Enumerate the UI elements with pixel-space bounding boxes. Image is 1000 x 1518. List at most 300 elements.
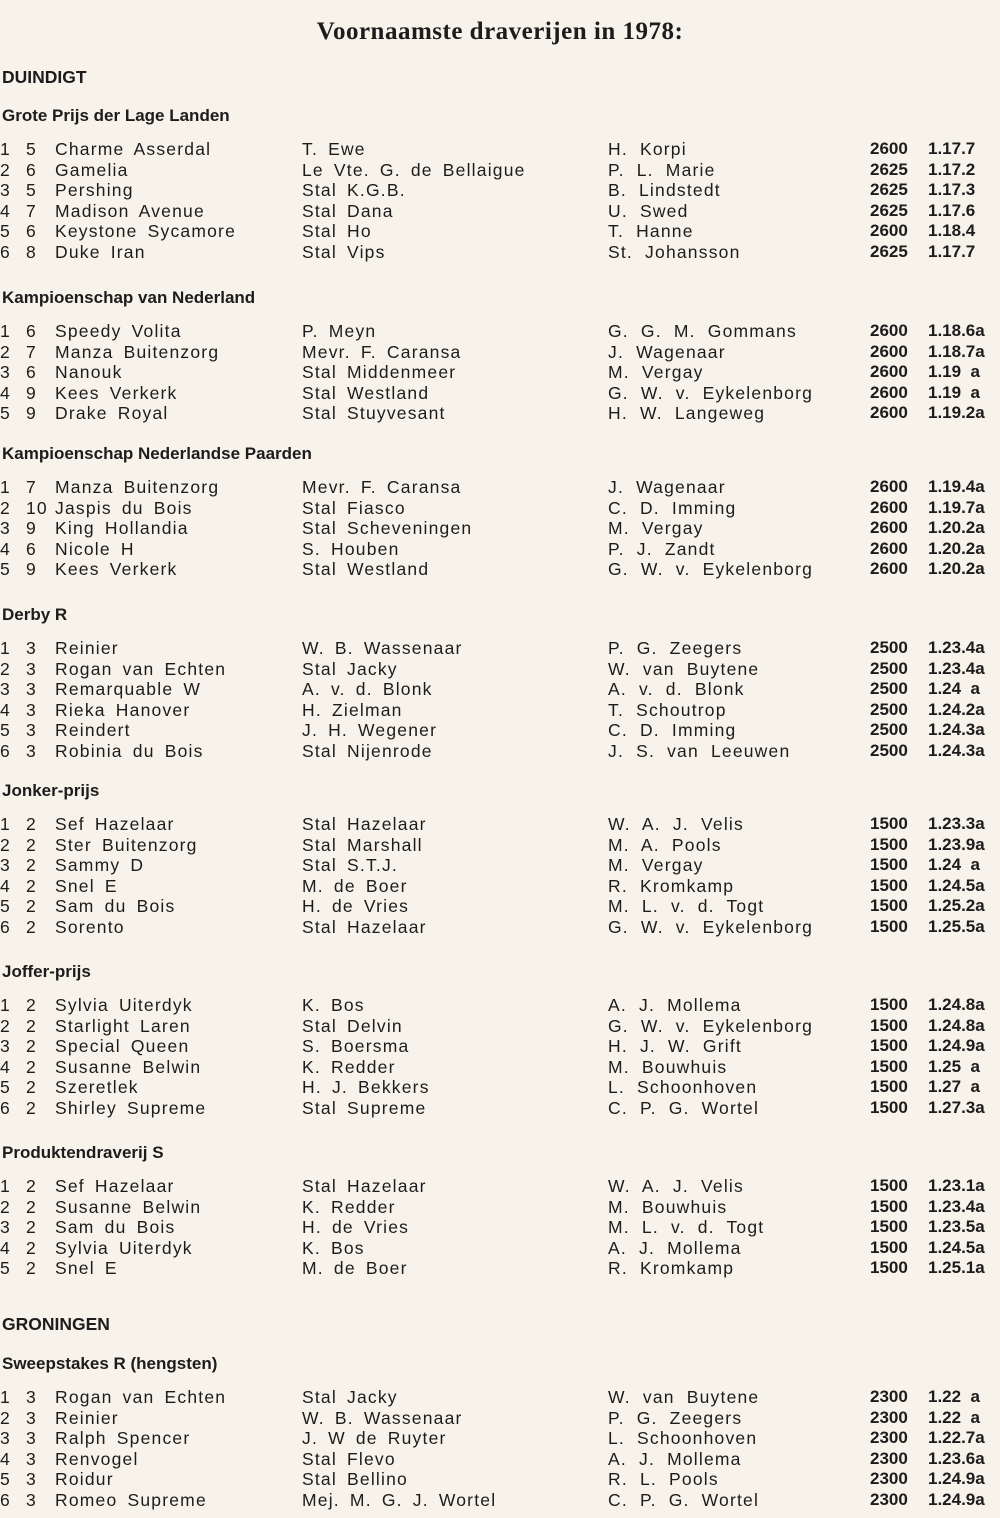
age: 2	[26, 917, 37, 937]
age: 9	[26, 382, 37, 403]
age: 6	[26, 362, 37, 383]
age: 2	[26, 1196, 37, 1217]
driver: C. D. Imming	[608, 497, 737, 518]
horse-name: Sylvia Uiterdyk	[55, 995, 193, 1015]
age: 2	[26, 1015, 37, 1036]
placing: 6	[0, 741, 11, 761]
distance: 2300	[870, 1428, 908, 1448]
result-row	[0, 518, 1000, 539]
distance: 1500	[870, 834, 908, 854]
placing: 1	[0, 995, 11, 1015]
horse-name: Sammy D	[55, 855, 145, 876]
km-time: 1.23.4a	[928, 1196, 985, 1216]
km-time: 1.17.3	[928, 180, 976, 200]
age: 6	[26, 321, 37, 341]
owner: Stal Jacky	[302, 1387, 398, 1407]
age: 3	[26, 1490, 37, 1510]
age: 2	[26, 1056, 37, 1077]
distance: 2600	[870, 403, 908, 423]
horse-name: Rogan van Echten	[55, 658, 227, 679]
distance: 2625	[870, 180, 908, 200]
result-row	[0, 700, 1000, 721]
age: 2	[26, 995, 37, 1015]
placing: 5	[0, 1258, 11, 1279]
km-time: 1.24.9a	[928, 1036, 985, 1056]
owner: Stal Fiasco	[302, 497, 406, 518]
km-time: 1.18.7a	[928, 341, 985, 361]
owner: Le Vte. G. de Bellaigue	[302, 159, 526, 180]
distance: 2625	[870, 159, 908, 179]
horse-name: Sam du Bois	[55, 896, 176, 917]
age: 2	[26, 1258, 37, 1279]
driver: R. Kromkamp	[608, 1258, 735, 1279]
km-time: 1.20.2a	[928, 518, 985, 538]
result-row	[0, 180, 1000, 201]
distance: 2300	[870, 1469, 908, 1489]
distance: 1500	[870, 1056, 908, 1076]
horse-name: Nicole H	[55, 538, 135, 559]
age: 3	[26, 1407, 37, 1428]
driver: C. P. G. Wortel	[608, 1098, 760, 1118]
result-row	[0, 201, 1000, 222]
result-row	[0, 477, 1000, 498]
driver: W. van Buytene	[608, 1387, 760, 1407]
owner: Stal Stuyvesant	[302, 403, 446, 424]
owner: Stal Westland	[302, 382, 430, 403]
result-row	[0, 342, 1000, 363]
distance: 2600	[870, 559, 908, 579]
horse-name: Renvogel	[55, 1448, 139, 1469]
result-row	[0, 1428, 1000, 1449]
placing: 4	[0, 382, 11, 403]
km-time: 1.23.5a	[928, 1217, 985, 1237]
age: 5	[26, 139, 37, 159]
owner: J. H. Wegener	[302, 720, 438, 741]
age: 6	[26, 159, 37, 180]
result-row	[0, 1176, 1000, 1197]
horse-name: Reindert	[55, 720, 131, 741]
km-time: 1.24.5a	[928, 875, 985, 895]
result-row	[0, 1217, 1000, 1238]
horse-name: Drake Royal	[55, 403, 169, 424]
owner: Mevr. F. Caransa	[302, 341, 462, 362]
page-title: Voornaamste draverijen in 1978:	[316, 18, 684, 45]
placing: 5	[0, 1469, 11, 1490]
owner: Stal K.G.B.	[302, 180, 406, 201]
horse-name: Remarquable W	[55, 679, 202, 700]
horse-name: Sorento	[55, 917, 125, 937]
km-time: 1.24.9a	[928, 1469, 985, 1489]
age: 2	[26, 834, 37, 855]
km-time: 1.19 a	[928, 382, 980, 402]
horse-name: Ralph Spencer	[55, 1428, 191, 1449]
owner: Stal Ho	[302, 221, 372, 242]
km-time: 1.25.1a	[928, 1258, 985, 1278]
owner: M. de Boer	[302, 1258, 408, 1279]
driver: C. P. G. Wortel	[608, 1490, 760, 1510]
horse-name: Robinia du Bois	[55, 741, 204, 761]
horse-name: Reinier	[55, 1407, 119, 1428]
result-row	[0, 835, 1000, 856]
age: 8	[26, 242, 37, 262]
driver: W. A. J. Velis	[608, 1176, 744, 1196]
driver: P. G. Zeegers	[608, 638, 743, 658]
age: 2	[26, 1077, 37, 1098]
age: 3	[26, 679, 37, 700]
distance: 1500	[870, 814, 908, 833]
result-row	[0, 362, 1000, 383]
distance: 1500	[870, 1015, 908, 1035]
horse-name: Jaspis du Bois	[55, 497, 193, 518]
horse-name: Speedy Volita	[55, 321, 182, 341]
horse-name: Szeretlek	[55, 1077, 139, 1098]
horse-name: Susanne Belwin	[55, 1056, 202, 1077]
owner: Stal Hazelaar	[302, 814, 427, 834]
result-row	[0, 383, 1000, 404]
placing: 4	[0, 699, 11, 720]
placing: 2	[0, 341, 11, 362]
age: 2	[26, 814, 37, 834]
horse-name: Sef Hazelaar	[55, 1176, 175, 1196]
age: 7	[26, 341, 37, 362]
driver: W. van Buytene	[608, 658, 760, 679]
distance: 1500	[870, 1176, 908, 1195]
owner: H. de Vries	[302, 896, 410, 917]
result-row	[0, 995, 1000, 1016]
horse-name: Sef Hazelaar	[55, 814, 175, 834]
age: 2	[26, 1237, 37, 1258]
km-time: 1.22 a	[928, 1407, 980, 1427]
driver: J. Wagenaar	[608, 477, 726, 497]
placing: 5	[0, 1077, 11, 1098]
owner: S. Houben	[302, 538, 400, 559]
km-time: 1.17.6	[928, 200, 976, 220]
owner: Stal Flevo	[302, 1448, 396, 1469]
km-time: 1.24.2a	[928, 699, 985, 719]
race-heading: Sweepstakes R (hengsten)	[2, 1354, 218, 1373]
owner: H. Zielman	[302, 699, 403, 720]
horse-name: Sylvia Uiterdyk	[55, 1237, 193, 1258]
driver: T. Schoutrop	[608, 699, 727, 720]
km-time: 1.24.5a	[928, 1237, 985, 1257]
driver: J. S. van Leeuwen	[608, 741, 791, 761]
age: 2	[26, 1098, 37, 1118]
driver: G. W. v. Eykelenborg	[608, 917, 814, 937]
age: 2	[26, 896, 37, 917]
owner: Stal S.T.J.	[302, 855, 398, 876]
placing: 5	[0, 896, 11, 917]
placing: 1	[0, 1176, 11, 1196]
driver: W. A. J. Velis	[608, 814, 744, 834]
horse-name: Keystone Sycamore	[55, 221, 237, 242]
owner: Mevr. F. Caransa	[302, 477, 462, 497]
placing: 1	[0, 477, 11, 497]
driver: M. Vergay	[608, 518, 704, 539]
km-time: 1.23.4a	[928, 638, 985, 657]
km-time: 1.25.5a	[928, 917, 985, 936]
driver: U. Swed	[608, 200, 689, 221]
owner: Mej. M. G. J. Wortel	[302, 1490, 497, 1510]
driver: R. Kromkamp	[608, 875, 735, 896]
horse-name: Manza Buitenzorg	[55, 341, 220, 362]
result-row	[0, 917, 1000, 938]
driver: A. J. Mollema	[608, 1448, 742, 1469]
owner: Stal Bellino	[302, 1469, 408, 1490]
distance: 1500	[870, 1237, 908, 1257]
distance: 1500	[870, 1098, 908, 1117]
result-row	[0, 1490, 1000, 1511]
result-row	[0, 1469, 1000, 1490]
result-row	[0, 1258, 1000, 1279]
age: 3	[26, 1469, 37, 1490]
horse-name: Kees Verkerk	[55, 559, 178, 580]
result-row	[0, 896, 1000, 917]
result-row	[0, 1098, 1000, 1119]
driver: M. Bouwhuis	[608, 1056, 728, 1077]
horse-name: Rieka Hanover	[55, 699, 191, 720]
owner: Stal Hazelaar	[302, 1176, 427, 1196]
result-row	[0, 1016, 1000, 1037]
horse-name: Madison Avenue	[55, 200, 205, 221]
placing: 1	[0, 321, 11, 341]
distance: 2600	[870, 341, 908, 361]
horse-name: Starlight Laren	[55, 1015, 191, 1036]
driver: C. D. Imming	[608, 720, 737, 741]
owner: Stal Hazelaar	[302, 917, 427, 937]
km-time: 1.27 a	[928, 1077, 980, 1097]
distance: 2600	[870, 362, 908, 382]
distance: 1500	[870, 1258, 908, 1278]
km-time: 1.23.1a	[928, 1176, 985, 1195]
age: 10	[26, 497, 48, 518]
placing: 3	[0, 1036, 11, 1057]
driver: P. J. Zandt	[608, 538, 716, 559]
race-heading: Kampioenschap van Nederland	[2, 288, 256, 307]
age: 3	[26, 1428, 37, 1449]
result-row	[0, 1077, 1000, 1098]
distance: 1500	[870, 875, 908, 895]
horse-name: Rogan van Echten	[55, 1387, 227, 1407]
owner: H. J. Bekkers	[302, 1077, 430, 1098]
km-time: 1.23.9a	[928, 834, 985, 854]
distance: 2500	[870, 658, 908, 678]
distance: 2625	[870, 242, 908, 261]
km-time: 1.20.2a	[928, 538, 985, 558]
horse-name: Gamelia	[55, 159, 129, 180]
driver: T. Hanne	[608, 221, 694, 242]
owner: M. de Boer	[302, 875, 408, 896]
km-time: 1.18.4	[928, 221, 976, 241]
distance: 2600	[870, 221, 908, 241]
driver: P. L. Marie	[608, 159, 716, 180]
distance: 2600	[870, 382, 908, 402]
age: 7	[26, 200, 37, 221]
placing: 1	[0, 638, 11, 658]
owner: Stal Marshall	[302, 834, 423, 855]
km-time: 1.19.7a	[928, 497, 985, 517]
horse-name: Ster Buitenzorg	[55, 834, 198, 855]
placing: 3	[0, 1428, 11, 1449]
horse-name: Roidur	[55, 1469, 114, 1490]
km-time: 1.17.7	[928, 139, 976, 158]
owner: Stal Delvin	[302, 1015, 403, 1036]
horse-name: Snel E	[55, 875, 118, 896]
age: 9	[26, 403, 37, 424]
km-time: 1.22 a	[928, 1387, 980, 1406]
placing: 3	[0, 855, 11, 876]
age: 3	[26, 658, 37, 679]
distance: 2500	[870, 638, 908, 657]
race-heading: Produktendraverij S	[2, 1143, 164, 1162]
driver: St. Johansson	[608, 242, 741, 262]
km-time: 1.19 a	[928, 362, 980, 382]
km-time: 1.23.6a	[928, 1448, 985, 1468]
age: 5	[26, 180, 37, 201]
driver: P. G. Zeegers	[608, 1407, 743, 1428]
distance: 1500	[870, 1196, 908, 1216]
age: 2	[26, 875, 37, 896]
venue-heading: DUINDIGT	[2, 67, 87, 87]
result-row	[0, 855, 1000, 876]
distance: 1500	[870, 1217, 908, 1237]
placing: 5	[0, 221, 11, 242]
driver: A. J. Mollema	[608, 1237, 742, 1258]
driver: H. Korpi	[608, 139, 687, 159]
horse-name: King Hollandia	[55, 518, 189, 539]
km-time: 1.24 a	[928, 679, 980, 699]
race-heading: Derby R	[2, 605, 68, 624]
result-row	[0, 1057, 1000, 1078]
placing: 6	[0, 1490, 11, 1510]
result-row	[0, 1387, 1000, 1408]
placing: 4	[0, 538, 11, 559]
horse-name: Duke Iran	[55, 242, 146, 262]
age: 3	[26, 720, 37, 741]
distance: 2600	[870, 139, 908, 158]
age: 3	[26, 1387, 37, 1407]
horse-name: Susanne Belwin	[55, 1196, 202, 1217]
km-time: 1.27.3a	[928, 1098, 985, 1117]
placing: 5	[0, 559, 11, 580]
placing: 1	[0, 139, 11, 159]
distance: 1500	[870, 917, 908, 936]
distance: 2300	[870, 1490, 908, 1509]
result-row	[0, 720, 1000, 741]
km-time: 1.25 a	[928, 1056, 980, 1076]
owner: H. de Vries	[302, 1217, 410, 1238]
driver: M. L. v. d. Togt	[608, 1217, 765, 1238]
driver: M. A. Pools	[608, 834, 722, 855]
driver: L. Schoonhoven	[608, 1428, 758, 1449]
driver: H. W. Langeweg	[608, 403, 766, 424]
distance: 1500	[870, 995, 908, 1014]
horse-name: Manza Buitenzorg	[55, 477, 220, 497]
age: 2	[26, 1176, 37, 1196]
owner: K. Redder	[302, 1056, 396, 1077]
driver: G. W. v. Eykelenborg	[608, 1015, 814, 1036]
driver: M. Vergay	[608, 855, 704, 876]
placing: 5	[0, 720, 11, 741]
km-time: 1.24 a	[928, 855, 980, 875]
placing: 3	[0, 679, 11, 700]
owner: W. B. Wassenaar	[302, 1407, 463, 1428]
distance: 2600	[870, 321, 908, 340]
result-row	[0, 498, 1000, 519]
horse-name: Shirley Supreme	[55, 1098, 207, 1118]
result-row	[0, 539, 1000, 560]
placing: 4	[0, 200, 11, 221]
km-time: 1.19.4a	[928, 477, 985, 496]
driver: M. Bouwhuis	[608, 1196, 728, 1217]
result-row	[0, 1408, 1000, 1429]
placing: 3	[0, 180, 11, 201]
result-row	[0, 679, 1000, 700]
km-time: 1.25.2a	[928, 896, 985, 916]
placing: 6	[0, 242, 11, 262]
result-row	[0, 659, 1000, 680]
km-time: 1.17.7	[928, 242, 976, 261]
km-time: 1.24.8a	[928, 995, 985, 1014]
horse-name: Reinier	[55, 638, 119, 658]
km-time: 1.20.2a	[928, 559, 985, 579]
race-heading: Kampioenschap Nederlandse Paarden	[2, 444, 312, 463]
result-row	[0, 1197, 1000, 1218]
placing: 2	[0, 1196, 11, 1217]
result-row	[0, 814, 1000, 835]
owner: W. B. Wassenaar	[302, 638, 463, 658]
km-time: 1.24.3a	[928, 741, 985, 760]
placing: 2	[0, 1015, 11, 1036]
placing: 6	[0, 1098, 11, 1118]
age: 2	[26, 1036, 37, 1057]
km-time: 1.18.6a	[928, 321, 985, 340]
owner: Stal Supreme	[302, 1098, 427, 1118]
driver: B. Lindstedt	[608, 180, 721, 201]
horse-name: Special Queen	[55, 1036, 190, 1057]
result-row	[0, 160, 1000, 181]
driver: J. Wagenaar	[608, 341, 726, 362]
horse-name: Sam du Bois	[55, 1217, 176, 1238]
distance: 2600	[870, 477, 908, 496]
placing: 2	[0, 159, 11, 180]
placing: 2	[0, 834, 11, 855]
distance: 2625	[870, 200, 908, 220]
horse-name: Snel E	[55, 1258, 118, 1279]
venue-heading: GRONINGEN	[2, 1314, 110, 1334]
horse-name: Pershing	[55, 180, 134, 201]
km-time: 1.17.2	[928, 159, 976, 179]
placing: 4	[0, 875, 11, 896]
owner: P. Meyn	[302, 321, 377, 341]
age: 2	[26, 1217, 37, 1238]
result-row	[0, 1036, 1000, 1057]
result-row	[0, 638, 1000, 659]
distance: 2300	[870, 1448, 908, 1468]
driver: R. L. Pools	[608, 1469, 719, 1490]
placing: 2	[0, 497, 11, 518]
km-time: 1.22.7a	[928, 1428, 985, 1448]
age: 7	[26, 477, 37, 497]
driver: A. v. d. Blonk	[608, 679, 745, 700]
driver: A. J. Mollema	[608, 995, 742, 1015]
race-heading: Grote Prijs der Lage Landen	[2, 106, 230, 125]
distance: 2300	[870, 1387, 908, 1406]
horse-name: Nanouk	[55, 362, 123, 383]
age: 6	[26, 538, 37, 559]
km-time: 1.23.3a	[928, 814, 985, 833]
distance: 1500	[870, 896, 908, 916]
age: 3	[26, 1448, 37, 1469]
